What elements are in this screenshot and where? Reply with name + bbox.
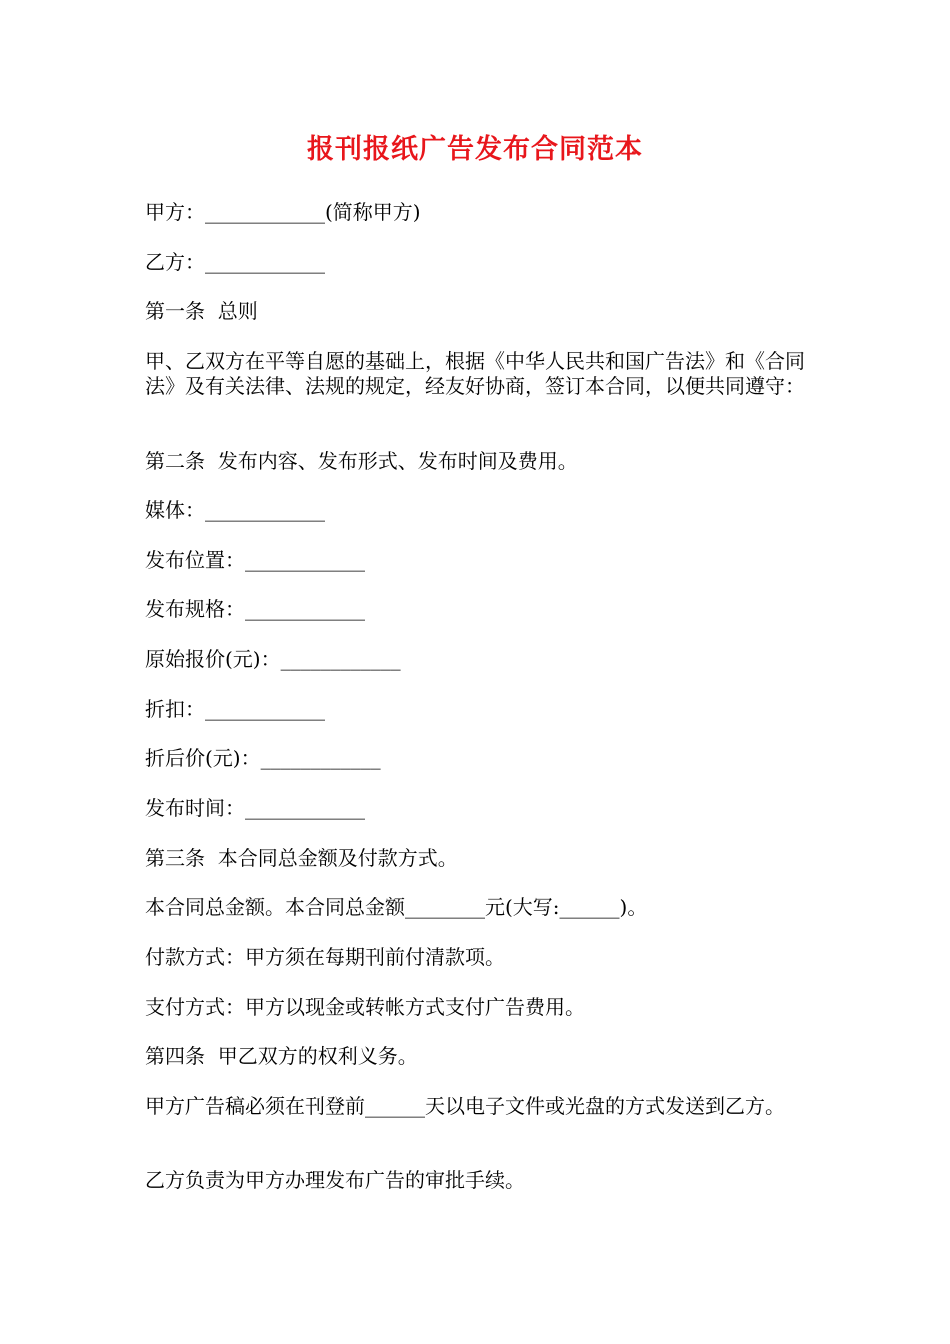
position-line: 发布位置：____________: [145, 548, 365, 572]
total-amount-line: 本合同总金额。本合同总金额________元(大写:______)。: [145, 895, 648, 919]
party-a-obligation: 甲方广告稿必须在刊登前______天以电子文件或光盘的方式发送到乙方。: [145, 1094, 785, 1118]
payment-method-line: 支付方式：甲方以现金或转帐方式支付广告费用。: [145, 995, 585, 1019]
original-price-line: 原始报价(元)：____________: [145, 647, 401, 671]
party-b-obligation: 乙方负责为甲方办理发布广告的审批手续。: [145, 1168, 525, 1192]
publish-time-line: 发布时间：____________: [145, 796, 365, 820]
media-line: 媒体：____________: [145, 498, 325, 522]
payment-terms-line: 付款方式：甲方须在每期刊前付清款项。: [145, 945, 505, 969]
party-a-line: 甲方：____________(简称甲方): [145, 200, 421, 224]
article-1-body: 甲、乙双方在平等自愿的基础上，根据《中华人民共和国广告法》和《合同法》及有关法律、法规的规定，经友好协商，签订本合同，以便共同遵守：: [145, 349, 805, 398]
article-4-heading: 第四条 甲乙双方的权利义务。: [145, 1044, 418, 1068]
article-3-heading: 第三条 本合同总金额及付款方式。: [145, 846, 458, 870]
article-1-heading: 第一条 总则: [145, 299, 258, 323]
party-b-line: 乙方：____________: [145, 250, 325, 274]
document-title: 报刊报纸广告发布合同范本: [307, 134, 643, 165]
discounted-price-line: 折后价(元)：____________: [145, 746, 381, 770]
discount-line: 折扣：____________: [145, 697, 325, 721]
spec-line: 发布规格：____________: [145, 597, 365, 621]
article-2-heading: 第二条 发布内容、发布形式、发布时间及费用。: [145, 449, 578, 473]
